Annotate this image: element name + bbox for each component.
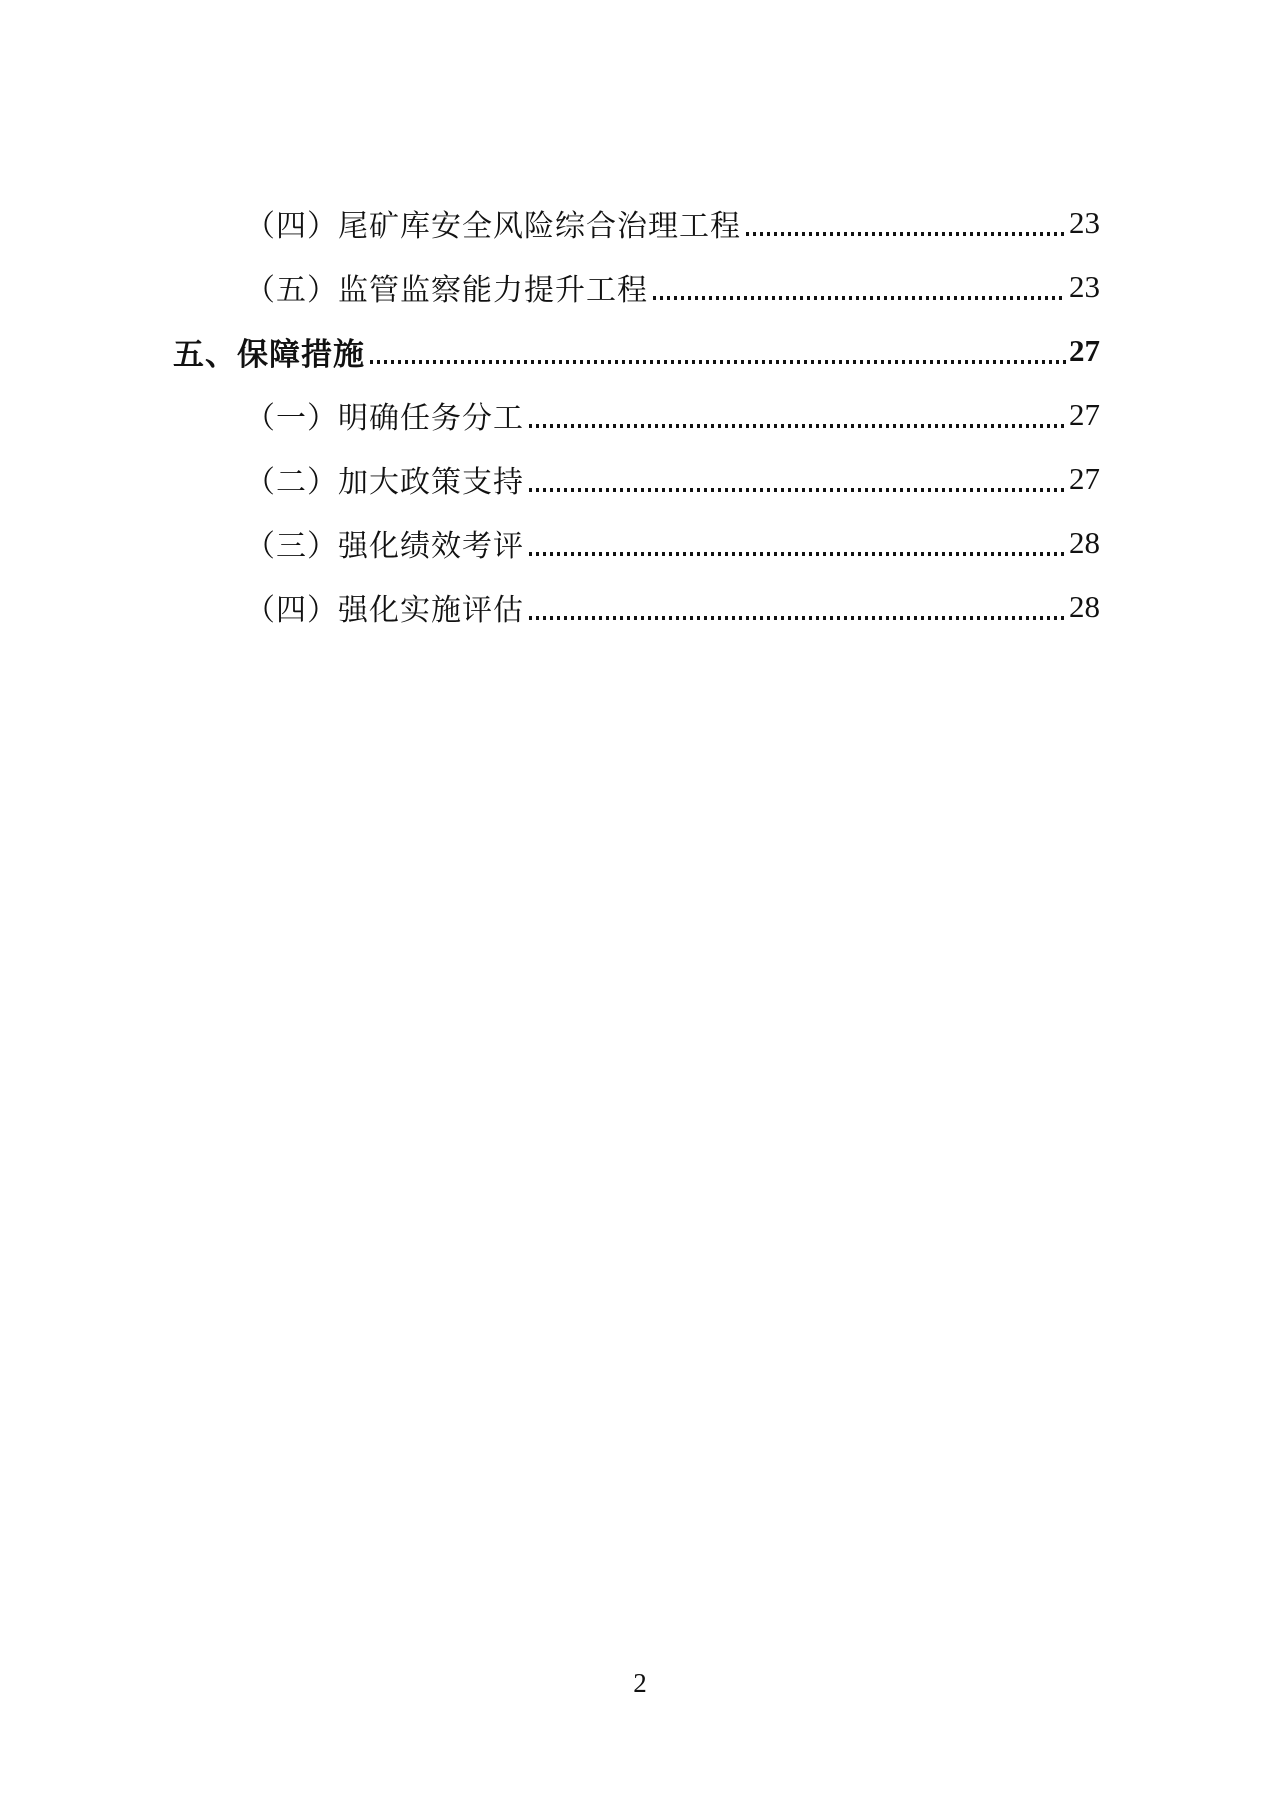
toc-entry-label: （二）加大政策支持 (245, 466, 524, 499)
toc-entry[interactable] (173, 575, 1100, 639)
toc-entry-page: 27 (1069, 461, 1100, 496)
dot-leader (746, 232, 1066, 236)
toc-entry-label: （三）强化绩效考评 (245, 530, 524, 563)
toc-entry-page: 23 (1069, 205, 1100, 240)
toc-entry-page: 27 (1069, 397, 1100, 432)
toc-entry[interactable] (173, 511, 1100, 575)
toc-entry[interactable] (173, 383, 1100, 447)
footer-page-number: 2 (633, 1668, 647, 1698)
dot-leader (370, 360, 1066, 364)
dot-leader (529, 488, 1066, 492)
dot-leader (529, 424, 1066, 428)
toc-entry-page: 27 (1069, 333, 1100, 368)
toc-entry-label: 五、保障措施 (173, 336, 365, 372)
toc-entry-label: （四）强化实施评估 (245, 594, 524, 627)
dot-leader (653, 296, 1066, 300)
toc-entry-label: （一）明确任务分工 (245, 402, 524, 435)
toc-entry[interactable] (173, 447, 1100, 511)
toc-entry[interactable] (173, 191, 1100, 255)
toc-entry[interactable] (173, 255, 1100, 319)
toc-entry-label: （五）监管监察能力提升工程 (245, 274, 648, 307)
dot-leader (529, 552, 1066, 556)
toc-entry-page: 28 (1069, 525, 1100, 560)
toc-entry-page: 28 (1069, 589, 1100, 624)
toc-entry-label: （四）尾矿库安全风险综合治理工程 (245, 210, 741, 243)
toc-entry-page: 23 (1069, 269, 1100, 304)
dot-leader (529, 616, 1066, 620)
table-of-contents (173, 191, 1100, 639)
toc-entry-main[interactable] (173, 319, 1100, 383)
